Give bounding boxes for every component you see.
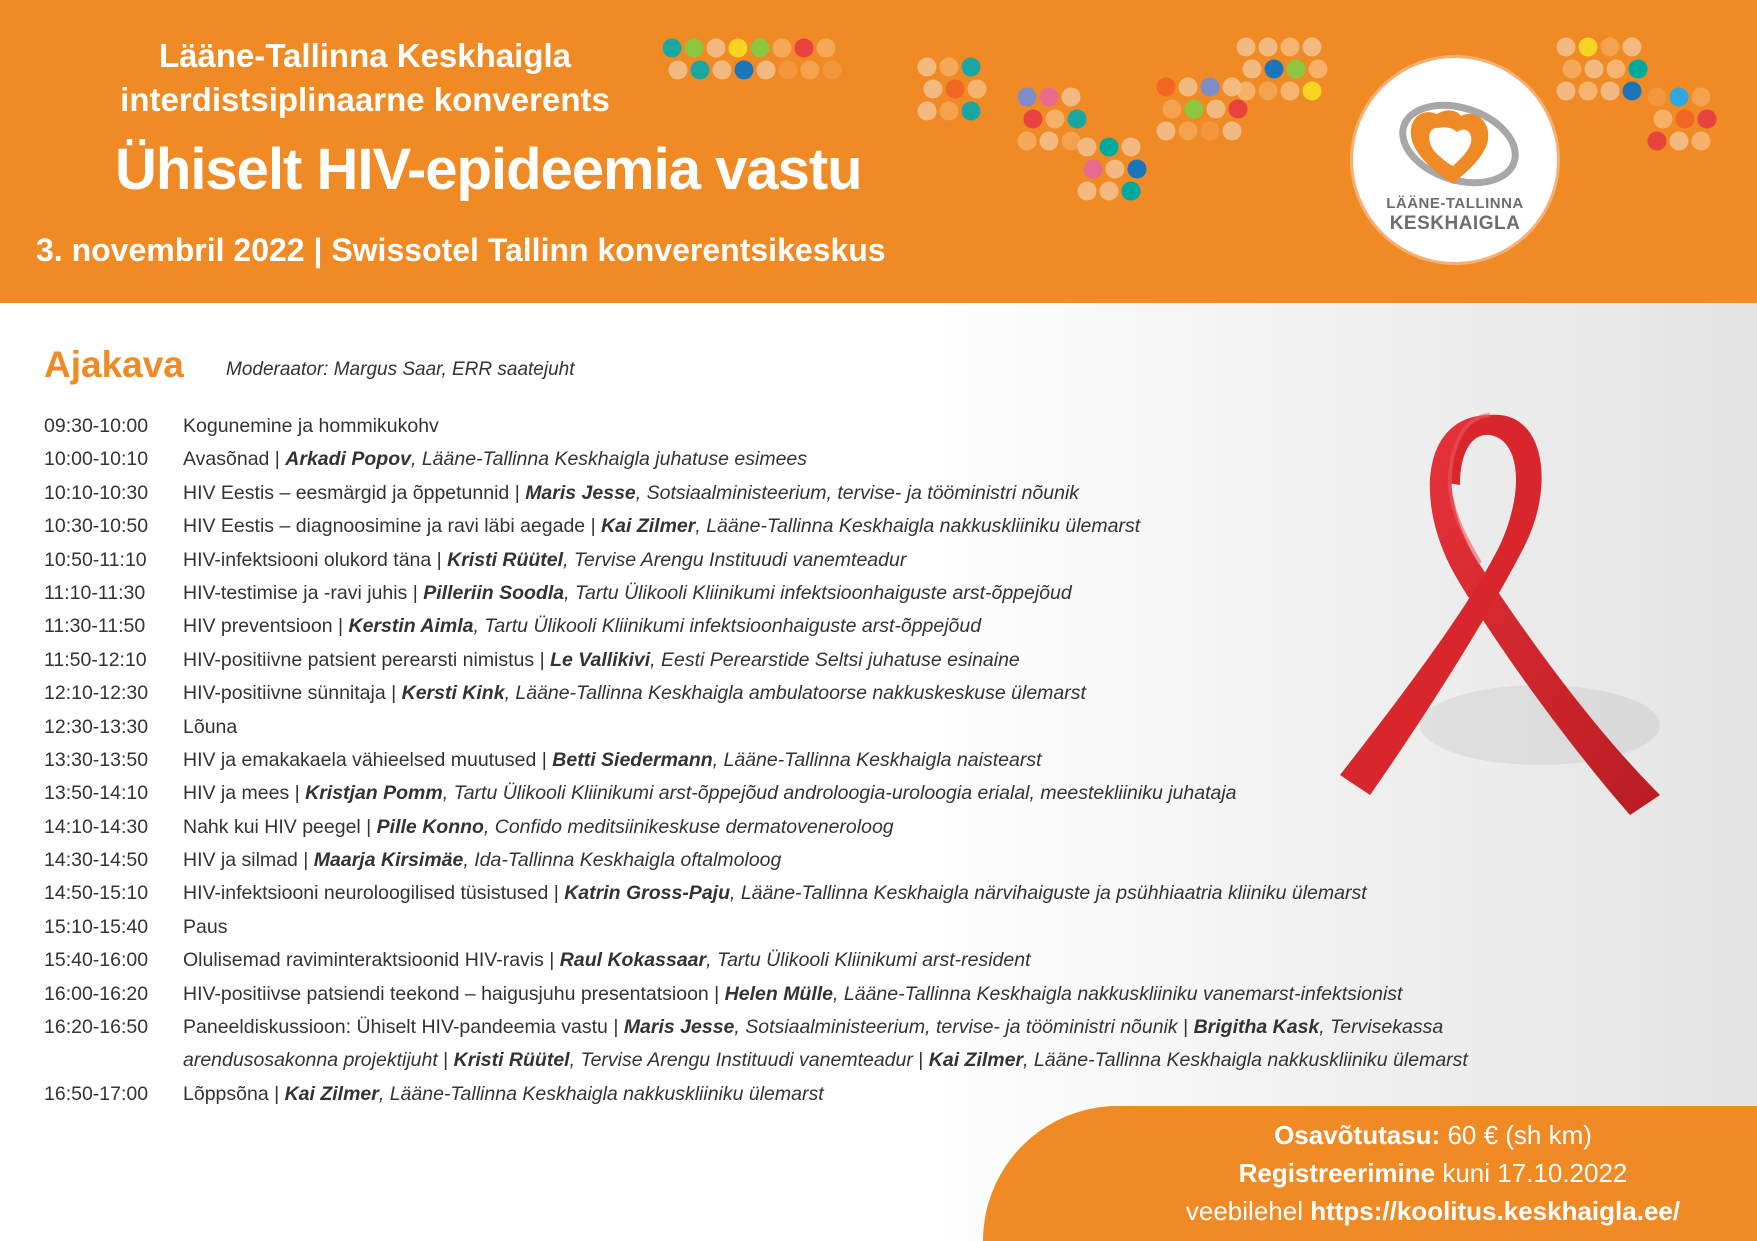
row-role: , Sotsiaalministeerium, tervise- ja tööministri nõunik	[635, 481, 1080, 504]
decorative-dot	[795, 39, 814, 58]
logo-text-line1: LÄÄNE-TALLINNA	[1386, 195, 1524, 212]
decorative-dot	[1676, 110, 1695, 129]
row-content	[183, 510, 1664, 543]
row-speaker: Katrin Gross-Paju	[564, 882, 730, 905]
row-speaker: Brigitha Kask	[1193, 1016, 1320, 1039]
row-speaker: Arkadi Popov	[285, 448, 411, 471]
row-topic: Avasõnad |	[183, 448, 286, 471]
row-content	[183, 711, 1664, 744]
schedule-row	[44, 911, 1664, 944]
registration-line	[1123, 1156, 1743, 1190]
row-speaker: Pille Konno	[376, 815, 484, 838]
schedule-row	[44, 777, 1664, 810]
decorative-dot	[1692, 88, 1711, 107]
row-speaker: Betti Siedermann	[552, 748, 713, 771]
decorative-dot	[1185, 100, 1204, 119]
row-topic: Paus	[183, 915, 228, 938]
row-time: 11:50-12:10	[44, 648, 147, 671]
decorative-dot	[1024, 110, 1043, 129]
decorative-dot	[1201, 122, 1220, 141]
row-speaker: Kristi Rüütel	[447, 548, 564, 571]
decorative-dot	[1259, 82, 1278, 101]
schedule-row	[44, 644, 1664, 677]
row-topic: Lõuna	[183, 715, 238, 738]
decorative-dot	[729, 39, 748, 58]
row-topic: Paneeldiskussioon: Ühiselt HIV-pandeemia vastu |	[183, 1016, 624, 1039]
row-topic: HIV-positiivse patsiendi teekond – haigusjuhu presentatsioon |	[183, 982, 725, 1005]
row-role: , Tartu Ülikooli Kliinikumi infektsioonhaiguste arst-õppejõud	[473, 615, 982, 638]
row-topic: HIV-testimise ja -ravi juhis |	[183, 581, 424, 604]
row-content	[183, 777, 1664, 810]
decorative-dot	[1237, 82, 1256, 101]
decorative-dot	[962, 102, 981, 121]
row-topic: HIV-positiivne patsient perearsti nimistus |	[183, 648, 551, 671]
decorative-dot	[1654, 110, 1673, 129]
row-role: , Sotsiaalministeerium, tervise- ja tööministri nõunik	[734, 1016, 1178, 1039]
schedule-row	[44, 510, 1664, 543]
row-role: , Confido meditsiinikeskuse dermatoveneroloog	[483, 815, 894, 838]
schedule-row	[44, 610, 1664, 643]
decorative-dot	[1201, 78, 1220, 97]
row-content	[183, 443, 1664, 476]
decorative-dot	[1100, 138, 1119, 157]
moderator-text: Moderaator: Margus Saar, ERR saatejuht	[226, 359, 575, 380]
row-content	[183, 544, 1664, 577]
row-role: , Tervisekassa	[1319, 1016, 1444, 1039]
row-separator: |	[437, 1049, 454, 1072]
row-time: 10:00-10:10	[44, 448, 149, 471]
row-speaker: Kristi Rüütel	[453, 1049, 570, 1072]
row-time: 09:30-10:00	[44, 415, 149, 437]
decorative-dot	[1601, 38, 1620, 57]
decorative-dot	[801, 61, 820, 80]
website-line	[1123, 1194, 1743, 1228]
row-time: 10:10-10:30	[44, 481, 149, 504]
decorative-dot	[773, 39, 792, 58]
row-separator: |	[1177, 1016, 1194, 1039]
decorative-dot	[1243, 60, 1262, 79]
schedule-row	[44, 477, 1664, 510]
decorative-dot	[1563, 60, 1582, 79]
row-speaker: Pilleriin Soodla	[423, 581, 565, 604]
row-time: 14:50-15:10	[44, 882, 149, 905]
schedule-row-panel	[44, 1011, 1664, 1078]
row-speaker: Kai Zilmer	[601, 515, 696, 538]
decorative-dot	[1229, 100, 1248, 119]
row-time: 16:00-16:20	[44, 982, 149, 1005]
row-content	[183, 644, 1664, 677]
row-topic: HIV ja emakakaela vähieelsed muutused |	[183, 748, 553, 771]
decorative-dot	[1157, 122, 1176, 141]
decorative-dot	[940, 58, 959, 77]
row-role: , Lääne-Tallinna Keskhaigla naistearst	[712, 748, 1042, 771]
decorative-dot	[962, 58, 981, 77]
row-content	[183, 811, 1664, 844]
fee-value: 60 € (sh km)	[1440, 1120, 1592, 1150]
decorative-dot	[1078, 182, 1097, 201]
decorative-dot	[1179, 78, 1198, 97]
decorative-dot	[757, 61, 776, 80]
registration-label: Registreerimine	[1238, 1158, 1436, 1188]
row-role: , Lääne-Tallinna Keskhaigla nakkuskliiniku ülemarst	[695, 515, 1141, 538]
row-topic: HIV-infektsiooni neuroloogilised tüsistused |	[183, 882, 565, 905]
row-topic: HIV preventsioon |	[183, 615, 349, 638]
row-topic: HIV ja silmad |	[183, 849, 314, 872]
decorative-dot	[1670, 88, 1689, 107]
row-content	[183, 477, 1664, 510]
decorative-dot	[1698, 110, 1717, 129]
decorative-dot	[1122, 138, 1141, 157]
row-separator: |	[912, 1049, 929, 1072]
schedule-title: Ajakava	[44, 344, 184, 385]
decorative-dot	[1122, 182, 1141, 201]
row-topic: HIV-positiivne sünnitaja |	[183, 682, 402, 705]
schedule-table	[44, 410, 1664, 1111]
decorative-dot	[1078, 138, 1097, 157]
decorative-dot	[1062, 88, 1081, 107]
registration-footer	[983, 1106, 1757, 1241]
schedule-row	[44, 811, 1664, 844]
row-speaker: Raul Kokassaar	[559, 949, 707, 972]
row-time: 12:10-12:30	[44, 682, 149, 705]
decorative-dot	[946, 80, 965, 99]
schedule-row	[44, 577, 1664, 610]
row-time: 12:30-13:30	[44, 715, 149, 738]
row-content	[183, 944, 1664, 977]
decorative-dot	[1557, 82, 1576, 101]
schedule-row	[44, 677, 1664, 710]
decorative-dot	[1046, 110, 1065, 129]
row-role: , Tervise Arengu Instituudi vanemteadur	[563, 548, 907, 571]
row-time: 13:30-13:50	[44, 748, 149, 771]
decorative-dot	[940, 102, 959, 121]
decorative-dot	[1223, 122, 1242, 141]
decorative-dot	[1018, 132, 1037, 151]
event-date-location: 3. novembril 2022 | Swissotel Tallinn konverentsikeskus	[36, 232, 886, 268]
decorative-dot	[1237, 38, 1256, 57]
row-role: , Tartu Ülikooli Kliinikumi arst-resident	[706, 949, 1031, 972]
row-time: 10:50-11:10	[44, 548, 147, 571]
row-role: , Lääne-Tallinna Keskhaigla nakkuskliiniku ülemarst	[378, 1082, 824, 1105]
row-time: 11:10-11:30	[44, 581, 146, 604]
row-time: 11:30-11:50	[44, 615, 146, 638]
row-role: , Lääne-Tallinna Keskhaigla nakkuskliiniku ülemarst	[1023, 1049, 1468, 1072]
row-time: 15:40-16:00	[44, 949, 149, 972]
row-content	[183, 410, 1664, 443]
decorative-dot	[1100, 182, 1119, 201]
row-speaker: Kersti Kink	[401, 682, 505, 705]
decorative-dot	[1623, 82, 1642, 101]
row-topic: HIV Eestis – eesmärgid ja õppetunnid |	[183, 481, 526, 504]
row-speaker: Kristjan Pomm	[305, 782, 443, 805]
fee-label: Osavõtutasu:	[1274, 1120, 1441, 1150]
row-content	[183, 677, 1664, 710]
row-topic: HIV-infektsiooni olukord täna |	[183, 548, 448, 571]
row-time: 13:50-14:10	[44, 782, 149, 805]
decorative-dot	[1607, 60, 1626, 79]
row-speaker: Maris Jesse	[623, 1016, 735, 1039]
decorative-dot	[735, 61, 754, 80]
row-role: , Eesti Perearstide Seltsi juhatuse esinaine	[650, 648, 1020, 671]
decorative-dot	[1623, 38, 1642, 57]
row-content	[183, 911, 1664, 944]
website-label: veebilehel	[1185, 1196, 1311, 1226]
decorative-dot	[1287, 60, 1306, 79]
decorative-dot	[918, 102, 937, 121]
decorative-dot	[1303, 82, 1322, 101]
schedule-row	[44, 844, 1664, 877]
row-time: 14:10-14:30	[44, 815, 149, 838]
decorative-dot	[817, 39, 836, 58]
decorative-dot	[924, 80, 943, 99]
row-speaker: Maarja Kirsimäe	[313, 849, 464, 872]
row-time: 16:20-16:50	[44, 1016, 149, 1039]
decorative-dot	[1692, 132, 1711, 151]
row-topic: Lõppsõna |	[183, 1082, 285, 1105]
row-speaker: Kai Zilmer	[284, 1082, 379, 1105]
row-content	[183, 877, 1664, 910]
event-title: Ühiselt HIV-epideemia vastu	[115, 137, 862, 202]
registration-deadline: kuni 17.10.2022	[1435, 1158, 1628, 1188]
row-topic: Olulisemad raviminteraktsioonid HIV-ravis |	[183, 949, 560, 972]
row-content	[183, 844, 1664, 877]
decorative-dot	[1281, 82, 1300, 101]
decorative-dot	[1106, 160, 1125, 179]
row-role: , Tartu Ülikooli Kliinikumi arst-õppejõud androloogia-uroloogia erialal, meestekliiniku juhataja	[442, 782, 1237, 805]
schedule-row	[44, 744, 1664, 777]
row-speaker: Kai Zilmer	[928, 1049, 1024, 1072]
decorative-dot	[1207, 100, 1226, 119]
row-content	[183, 610, 1664, 643]
row-time: 14:30-14:50	[44, 849, 149, 872]
event-type: interdistsiplinaarne konverents	[120, 81, 610, 118]
organizer-name: Lääne-Tallinna Keskhaigla	[158, 37, 572, 74]
schedule-row	[44, 711, 1664, 744]
row-role: , Ida-Tallinna Keskhaigla oftalmoloog	[463, 849, 782, 872]
row-topic: HIV Eestis – diagnoosimine ja ravi läbi aegade |	[183, 515, 602, 538]
decorative-dot	[1648, 88, 1667, 107]
decorative-dot	[1179, 122, 1198, 141]
decorative-dot	[1163, 100, 1182, 119]
schedule-row	[44, 410, 1664, 443]
decorative-dot	[1579, 38, 1598, 57]
decorative-dot	[1018, 88, 1037, 107]
row-speaker: Helen Mülle	[724, 982, 834, 1005]
header-banner	[0, 0, 1757, 303]
decorative-dot	[1128, 160, 1147, 179]
decorative-dot	[1040, 132, 1059, 151]
decorative-dot	[1557, 38, 1576, 57]
decorative-dot	[1309, 60, 1328, 79]
fee-line	[1123, 1118, 1743, 1152]
decorative-dot	[1579, 82, 1598, 101]
row-time: 16:50-17:00	[44, 1082, 149, 1105]
heart-logo-icon	[1389, 88, 1521, 196]
row-content	[183, 978, 1664, 1011]
row-time: 15:10-15:40	[44, 915, 149, 938]
row-role: arendusosakonna projektijuht	[183, 1049, 438, 1072]
row-speaker: Kerstin Aimla	[348, 615, 474, 638]
row-speaker: Maris Jesse	[525, 481, 636, 504]
row-content	[183, 1011, 1664, 1078]
row-topic: Nahk kui HIV peegel |	[183, 815, 377, 838]
decorative-dot	[1040, 88, 1059, 107]
row-content	[183, 577, 1664, 610]
decorative-dot	[1585, 60, 1604, 79]
decorative-dot	[1648, 132, 1667, 151]
row-speaker: Le Vallikivi	[550, 648, 651, 671]
decorative-dot	[779, 61, 798, 80]
decorative-dot	[1303, 38, 1322, 57]
schedule-row	[44, 944, 1664, 977]
website-link[interactable]: https://koolitus.keskhaigla.ee/	[1310, 1196, 1681, 1226]
decorative-dot	[1265, 60, 1284, 79]
logo-text-line2: KESKHAIGLA	[1389, 213, 1521, 234]
schedule-row	[44, 877, 1664, 910]
hospital-logo	[1353, 58, 1557, 262]
row-role: , Lääne-Tallinna Keskhaigla juhatuse esimees	[410, 448, 808, 471]
decorative-dot	[1670, 132, 1689, 151]
row-role: , Lääne-Tallinna Keskhaigla ambulatoorse nakkuskeskuse ülemarst	[504, 682, 1086, 705]
decorative-dot	[751, 39, 770, 58]
row-topic: Kogunemine ja hommikukohv	[183, 415, 439, 437]
schedule-row	[44, 978, 1664, 1011]
row-topic: HIV ja mees |	[183, 782, 306, 805]
row-role: , Tartu Ülikooli Kliinikumi infektsioonhaiguste arst-õppejõud	[564, 581, 1072, 604]
decorative-dot	[918, 58, 937, 77]
row-role: , Lääne-Tallinna Keskhaigla närvihaiguste ja psühhiaatria kliiniku ülemarst	[730, 882, 1367, 905]
row-time: 10:30-10:50	[44, 515, 149, 538]
decorative-dot	[1157, 78, 1176, 97]
decorative-dot	[1281, 38, 1300, 57]
decorative-dot	[823, 61, 842, 80]
decorative-dot	[1068, 110, 1087, 129]
row-content	[183, 744, 1664, 777]
row-role: , Tervise Arengu Instituudi vanemteadur	[569, 1049, 913, 1072]
decorative-dot	[1259, 38, 1278, 57]
schedule-row	[44, 443, 1664, 476]
decorative-dot	[1629, 60, 1648, 79]
schedule-row	[44, 544, 1664, 577]
decorative-dot	[1601, 82, 1620, 101]
decorative-dot	[968, 80, 987, 99]
decorative-dot	[1084, 160, 1103, 179]
row-role: , Lääne-Tallinna Keskhaigla nakkuskliiniku vanemarst-infektsionist	[833, 982, 1403, 1005]
